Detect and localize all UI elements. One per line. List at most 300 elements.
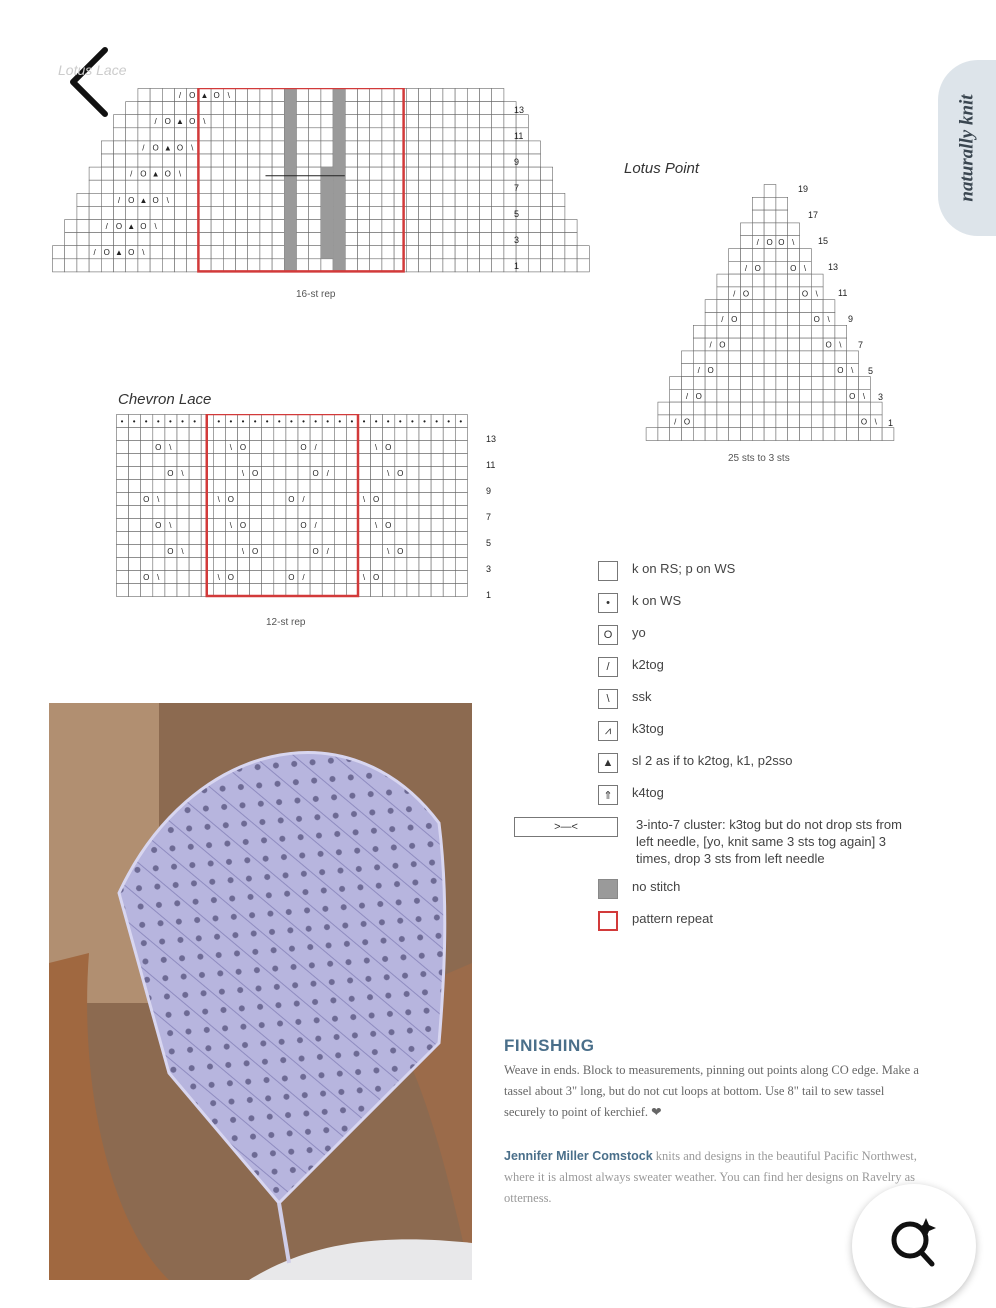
lotus-point-cell [752, 351, 764, 364]
chevron-cell [262, 441, 274, 454]
lotus-point-cell [729, 351, 741, 364]
lotus-point-cell [729, 261, 741, 274]
lotus-point-cell [776, 338, 788, 351]
chevron-cell [262, 571, 274, 584]
lotus-lace-cell [272, 259, 284, 272]
lotus-lace-cell [272, 128, 284, 141]
legend-item [598, 784, 918, 805]
lotus-point-cell [800, 338, 812, 351]
lotus-lace-cell [382, 141, 394, 154]
lotus-lace-cell [443, 259, 455, 272]
lotus-point-cell [682, 377, 694, 390]
stitch-symbol: / [744, 263, 748, 273]
lotus-lace-title: Lotus Lace [58, 62, 127, 78]
lotus-point-row-number: 19 [798, 184, 809, 194]
lotus-point-cell [788, 415, 800, 428]
slash-left-icon: \ [598, 689, 618, 709]
lotus-lace-cell [528, 154, 540, 167]
stitch-symbol: O [790, 263, 797, 273]
chevron-cell [322, 506, 334, 519]
lotus-point-cell [682, 351, 694, 364]
lotus-lace-cell [272, 246, 284, 259]
chevron-cell [383, 428, 395, 441]
no-stitch-cell [321, 167, 333, 259]
stitch-symbol: O [152, 143, 159, 153]
lotus-lace-cell [358, 180, 370, 193]
lotus-lace-cell [528, 220, 540, 233]
lotus-lace-cell [504, 115, 516, 128]
chevron-cell [419, 428, 431, 441]
chevron-cell [431, 584, 443, 597]
stitch-symbol: • [326, 417, 330, 426]
visual-search-button[interactable] [852, 1184, 976, 1308]
stitch-symbol: \ [374, 521, 378, 530]
chevron-cell [274, 584, 286, 597]
lotus-lace-cell [272, 167, 284, 180]
stitch-symbol: O [825, 340, 832, 350]
stitch-symbol: O [189, 91, 196, 100]
chevron-cell [129, 480, 141, 493]
stitch-symbol: • [217, 417, 221, 426]
magazine-side-tab [938, 60, 996, 236]
lotus-point-cell [693, 428, 705, 441]
chevron-cell [407, 558, 419, 571]
stitch-symbol: • [314, 417, 318, 426]
chevron-cell [322, 428, 334, 441]
lotus-lace-cell [431, 180, 443, 193]
lotus-point-cell [705, 428, 717, 441]
chevron-cell [177, 428, 189, 441]
stitch-symbol: / [142, 143, 145, 153]
lotus-point-cell [788, 389, 800, 402]
chevron-cell [322, 480, 334, 493]
lotus-lace-cell [223, 154, 235, 167]
lotus-lace-cell [162, 233, 174, 246]
stitch-symbol: • [350, 417, 354, 426]
lotus-lace-cell [370, 115, 382, 128]
lotus-point-cell [811, 351, 823, 364]
chevron-cell [395, 506, 407, 519]
chevron-cell [213, 454, 225, 467]
chevron-cell [286, 467, 298, 480]
stitch-symbol: \ [851, 366, 854, 376]
lotus-point-cell [741, 223, 753, 236]
lotus-lace-cell [89, 193, 101, 206]
chevron-cell [286, 558, 298, 571]
chevron-cell [177, 454, 189, 467]
chevron-cell [371, 454, 383, 467]
lotus-lace-cell [248, 128, 260, 141]
lotus-lace-cell [297, 246, 309, 259]
lotus-point-cell [823, 377, 835, 390]
lotus-lace-cell [516, 246, 528, 259]
lotus-lace-row-number: 11 [514, 131, 524, 141]
lotus-lace-cell [77, 220, 89, 233]
lotus-lace-cell [565, 220, 577, 233]
stitch-symbol: O [300, 521, 307, 530]
lotus-lace-cell [187, 193, 199, 206]
lotus-lace-cell [431, 102, 443, 115]
chevron-cell [371, 480, 383, 493]
lotus-lace-cell [455, 193, 467, 206]
lotus-lace-cell [480, 220, 492, 233]
lotus-lace-cell [53, 259, 65, 272]
chevron-cell [346, 584, 358, 597]
lotus-lace-cell [406, 102, 418, 115]
lotus-lace-cell [211, 180, 223, 193]
chevron-cell [334, 441, 346, 454]
lotus-point-cell [788, 325, 800, 338]
lotus-lace-cell [443, 115, 455, 128]
stitch-symbol: O [813, 315, 820, 324]
lotus-point-chart [622, 184, 942, 444]
lotus-point-cell [788, 338, 800, 351]
lotus-point-cell [835, 389, 847, 402]
lotus-lace-cell [297, 154, 309, 167]
lotus-lace-cell [162, 220, 174, 233]
lotus-lace-cell [480, 233, 492, 246]
lotus-point-cell [870, 428, 882, 441]
chevron-cell [262, 506, 274, 519]
lotus-lace-cell [260, 246, 272, 259]
lotus-point-row-number: 13 [828, 262, 839, 272]
lotus-point-cell [847, 428, 859, 441]
chevron-cell [141, 467, 153, 480]
lotus-point-cell [764, 364, 776, 377]
lotus-point-cell [752, 325, 764, 338]
lotus-lace-cell [297, 206, 309, 219]
lotus-point-cell [823, 389, 835, 402]
lotus-lace-cell [528, 167, 540, 180]
lotus-lace-cell [480, 154, 492, 167]
lotus-lace-cell [541, 193, 553, 206]
lotus-lace-cell [431, 167, 443, 180]
lotus-lace-cell [345, 115, 357, 128]
lotus-lace-cell [358, 89, 370, 102]
chevron-cell [262, 428, 274, 441]
lotus-lace-cell [480, 115, 492, 128]
lotus-point-row-number: 5 [868, 366, 874, 376]
chevron-cell [395, 428, 407, 441]
stitch-symbol: ▲ [163, 143, 172, 153]
chevron-cell [346, 493, 358, 506]
lotus-lace-cell [321, 89, 333, 102]
lotus-lace-cell [101, 259, 113, 272]
stitch-symbol: • [144, 417, 148, 426]
chevron-cell [455, 480, 467, 493]
lotus-lace-cell [272, 220, 284, 233]
lotus-point-cell [752, 402, 764, 415]
lotus-point-cell [764, 185, 776, 198]
lotus-lace-cell [345, 246, 357, 259]
chevron-cell [262, 519, 274, 532]
lotus-point-cell [764, 300, 776, 313]
lotus-lace-cell [175, 154, 187, 167]
stitch-symbol: O [849, 391, 856, 401]
stitch-symbol: ▲ [151, 169, 160, 179]
chevron-cell [153, 454, 165, 467]
chevron-cell [141, 519, 153, 532]
dot-icon: • [598, 593, 618, 613]
chevron-cell [153, 467, 165, 480]
lotus-lace-cell [528, 206, 540, 219]
chevron-cell [177, 441, 189, 454]
stitch-symbol: \ [157, 573, 160, 582]
lotus-lace-cell [516, 193, 528, 206]
lotus-lace-cell [309, 180, 321, 193]
lotus-lace-cell [358, 102, 370, 115]
chevron-cell [407, 428, 419, 441]
designer-bio [504, 1146, 924, 1209]
lotus-lace-cell [150, 154, 162, 167]
lotus-lace-cell [321, 259, 333, 272]
stitch-symbol: \ [217, 495, 220, 504]
lotus-point-cell [693, 338, 705, 351]
lotus-point-cell [741, 313, 753, 326]
stitch-symbol: • [362, 417, 366, 426]
lotus-lace-cell [467, 180, 479, 193]
lotus-lace-cell [101, 141, 113, 154]
chevron-cell [189, 441, 201, 454]
chevron-cell [431, 545, 443, 558]
lotus-point-cell [776, 287, 788, 300]
lotus-lace-cell [455, 206, 467, 219]
lotus-point-cell [788, 402, 800, 415]
lotus-lace-cell [138, 115, 150, 128]
stitch-symbol: O [164, 117, 171, 127]
stitch-symbol: O [837, 366, 844, 376]
lotus-point-cell [859, 377, 871, 390]
lotus-lace-cell [419, 246, 431, 259]
lotus-lace-cell [297, 180, 309, 193]
lotus-lace-cell [309, 154, 321, 167]
lotus-point-cell [741, 415, 753, 428]
lotus-point-cell [658, 415, 670, 428]
lotus-point-cell [811, 300, 823, 313]
chevron-cell [225, 428, 237, 441]
lotus-lace-cell [516, 220, 528, 233]
chevron-cell [443, 480, 455, 493]
lotus-lace-cell [382, 220, 394, 233]
stitch-symbol: \ [387, 469, 390, 478]
lotus-lace-cell [199, 180, 211, 193]
lotus-lace-cell [480, 167, 492, 180]
stitch-symbol: • [289, 417, 293, 426]
chevron-cell [262, 493, 274, 506]
legend-item [598, 910, 918, 931]
chevron-cell [274, 519, 286, 532]
lotus-lace-cell [492, 233, 504, 246]
lotus-lace-cell [272, 89, 284, 102]
lotus-point-cell [764, 261, 776, 274]
chevron-cell [419, 519, 431, 532]
chevron-cell [395, 454, 407, 467]
lotus-point-row-number: 17 [808, 210, 819, 220]
lotus-lace-cell [370, 167, 382, 180]
lotus-point-row-number: 11 [838, 288, 848, 298]
chevron-cell [274, 441, 286, 454]
chevron-cell [322, 558, 334, 571]
chevron-cell [117, 493, 129, 506]
chevron-cell [334, 532, 346, 545]
lotus-lace-cell [553, 259, 565, 272]
chevron-cell [129, 558, 141, 571]
lotus-lace-cell [370, 220, 382, 233]
chevron-cell [383, 493, 395, 506]
lotus-lace-cell [370, 102, 382, 115]
lotus-lace-cell [211, 102, 223, 115]
chevron-cell [129, 454, 141, 467]
stitch-symbol: / [326, 469, 329, 478]
lotus-lace-cell [358, 115, 370, 128]
lotus-point-cell [776, 313, 788, 326]
stitch-symbol: O [707, 366, 714, 376]
chevron-cell [359, 545, 371, 558]
lotus-lace-cell [126, 102, 138, 115]
chevron-cell [117, 584, 129, 597]
chevron-cell [395, 532, 407, 545]
lotus-point-cell [764, 274, 776, 287]
lotus-point-cell [788, 249, 800, 262]
lotus-lace-cell [480, 193, 492, 206]
lotus-lace-cell [455, 220, 467, 233]
lotus-point-cell [729, 402, 741, 415]
chevron-cell [129, 506, 141, 519]
chevron-cell [213, 519, 225, 532]
lotus-lace-cell [211, 141, 223, 154]
chevron-cell [443, 584, 455, 597]
chevron-cell [274, 506, 286, 519]
chevron-cell [334, 428, 346, 441]
chevron-cell [165, 493, 177, 506]
chevron-cell [383, 506, 395, 519]
stitch-symbol: O [167, 547, 174, 556]
chevron-cell [443, 532, 455, 545]
lotus-lace-row-number: 13 [514, 105, 525, 115]
stitch-symbol: O [167, 469, 174, 478]
lotus-point-cell [717, 274, 729, 287]
lotus-point-cell [823, 428, 835, 441]
legend-item [598, 878, 918, 899]
lotus-lace-row-number: 1 [514, 261, 520, 271]
lotus-lace-cell [272, 233, 284, 246]
lotus-lace-cell [53, 246, 65, 259]
lotus-lace-cell [541, 167, 553, 180]
lotus-point-cell [764, 287, 776, 300]
slash-right-icon: / [598, 657, 618, 677]
lotus-lace-cell [358, 246, 370, 259]
chevron-cell [455, 584, 467, 597]
lotus-lace-cell [565, 233, 577, 246]
lotus-lace-cell [431, 220, 443, 233]
lotus-lace-cell [126, 141, 138, 154]
chevron-lace-title: Chevron Lace [118, 391, 212, 408]
chevron-cell [298, 454, 310, 467]
lotus-lace-cell [260, 220, 272, 233]
lotus-point-cell [764, 313, 776, 326]
lotus-point-cell [800, 325, 812, 338]
chevron-cell [310, 532, 322, 545]
stitch-symbol: O [385, 521, 392, 530]
lotus-lace-cell [211, 206, 223, 219]
lotus-lace-cell [114, 167, 126, 180]
lotus-lace-cell [248, 89, 260, 102]
lotus-lace-cell [236, 220, 248, 233]
lotus-lace-cell [443, 128, 455, 141]
lotus-lace-cell [480, 102, 492, 115]
lotus-point-row-number: 3 [878, 392, 884, 402]
lotus-lace-cell [382, 115, 394, 128]
stitch-symbol: / [756, 238, 759, 248]
lotus-lace-cell [480, 128, 492, 141]
lotus-lace-cell [248, 259, 260, 272]
chevron-cell [359, 454, 371, 467]
chevron-cell [431, 441, 443, 454]
stitch-symbol: O [164, 169, 171, 179]
lotus-lace-cell [101, 180, 113, 193]
lotus-lace-cell [467, 206, 479, 219]
lotus-lace-cell [187, 220, 199, 233]
lotus-point-cell [847, 415, 859, 428]
lotus-lace-cell [467, 220, 479, 233]
chevron-cell [298, 584, 310, 597]
stitch-symbol: O [128, 248, 135, 258]
lotus-lace-cell [236, 141, 248, 154]
lotus-point-cell [835, 402, 847, 415]
lotus-point-cell [811, 389, 823, 402]
lotus-lace-cell [467, 115, 479, 128]
lotus-lace-cell [175, 220, 187, 233]
chevron-lace-row-number: 1 [486, 590, 492, 600]
lotus-lace-cell [406, 206, 418, 219]
stitch-symbol: O [312, 469, 319, 478]
chevron-cell [407, 571, 419, 584]
lotus-lace-cell [297, 259, 309, 272]
lotus-lace-cell [101, 154, 113, 167]
stitch-symbol: / [105, 222, 108, 231]
chevron-cell [407, 545, 419, 558]
stitch-symbol: • [253, 417, 257, 426]
stitch-symbol: • [132, 417, 136, 426]
stitch-symbol: / [709, 340, 712, 350]
lotus-lace-cell [89, 180, 101, 193]
lotus-point-cell [788, 428, 800, 441]
lotus-lace-cell [248, 115, 260, 128]
lotus-point-cell [776, 300, 788, 313]
chevron-cell [286, 532, 298, 545]
lotus-point-cell [670, 402, 682, 415]
chevron-cell [177, 558, 189, 571]
chevron-cell [334, 519, 346, 532]
lotus-lace-cell [272, 141, 284, 154]
lotus-lace-cell [126, 115, 138, 128]
lotus-lace-cell [89, 233, 101, 246]
chevron-cell [250, 584, 262, 597]
stitch-symbol: \ [181, 469, 184, 478]
chevron-cell [431, 532, 443, 545]
chevron-cell [117, 519, 129, 532]
lotus-point-cell [776, 223, 788, 236]
chevron-cell [455, 558, 467, 571]
lotus-point-cell [776, 274, 788, 287]
lotus-point-cell [764, 338, 776, 351]
lotus-lace-cell [358, 128, 370, 141]
chevron-cell [129, 493, 141, 506]
lotus-lace-cell [126, 259, 138, 272]
lotus-point-cell [752, 377, 764, 390]
chevron-cell [141, 506, 153, 519]
stitch-symbol: \ [217, 573, 220, 582]
